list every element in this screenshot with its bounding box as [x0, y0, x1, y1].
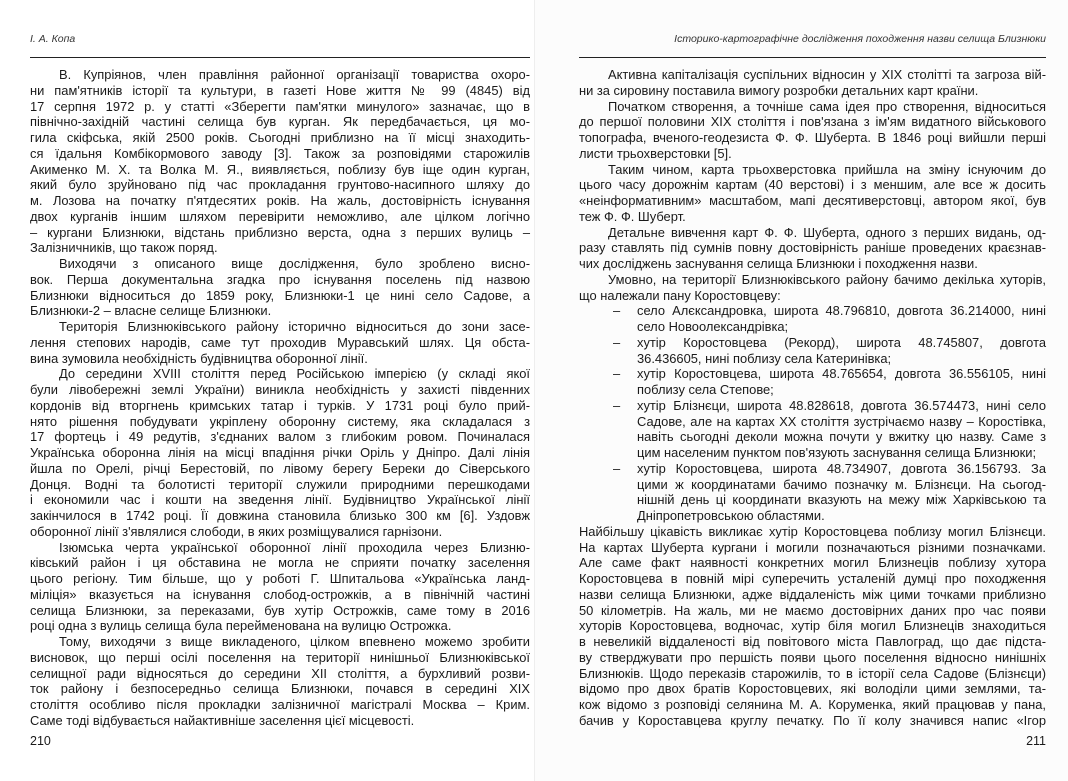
paragraph — [30, 366, 530, 539]
text-line: 36.436605, нині поблизу села Катеринівка; — [637, 350, 892, 366]
text-line: двох курганів іншим шляхом перевірити неможливо, але цілком логічно — [30, 208, 530, 224]
paragraph — [30, 256, 530, 319]
paragraph — [579, 225, 1046, 272]
text-line: Найбільшу цікавість викликає хутір Коростовцева поблизу могил Блізнєци. — [579, 523, 1046, 539]
text-line: селища Близнюки, за переказами, був хутір Острожків, саме тому в 2016 — [30, 602, 530, 618]
paragraph — [579, 272, 1046, 304]
text-line: Близнюки відноситься до 1859 року, Близнюки-1 це нині село Садове, а — [30, 287, 530, 303]
text-line: «неінформативним» масштабом, мапі десятиверстовці, автором якої, був — [579, 193, 1046, 208]
text-line: Дніпропетровською областями. — [637, 508, 825, 523]
text-line: закінчилося в 1742 році. Її довжина становила близько 300 км [6]. Уздовж — [30, 508, 530, 523]
text-line: Садове, але на картах XX століття зустрічаємо назву – Коростівка, — [637, 413, 1046, 429]
text-line: в невеликій віддаленості від повітового міста Павлоград, що дає підста- — [579, 634, 1046, 649]
list-dash: – — [613, 460, 621, 476]
text-line: міліція» вказується на існування слобод-острожків, а в північній частині — [30, 586, 530, 602]
text-line: поблизу села Степове; — [637, 382, 774, 397]
header-rule — [30, 57, 530, 58]
running-head-author: І. А. Копа — [30, 33, 76, 45]
text-line: В. Купріянов, член правління районної організації товариства охоро- — [59, 67, 530, 82]
text-line: Початком створення, а точніше сама ідея про створення, відноситься — [608, 98, 1046, 114]
text-line: Таким чином, карта трьохверстовка прийшла на зміну існуючим до — [608, 161, 1046, 177]
text-line: століття особливо після прокладки залізничної магістралі Москва – Крим. — [30, 697, 530, 712]
text-line: Тому, виходячи з вище викладеного, цілком впевнено можемо зробити — [59, 634, 530, 649]
text-line: м. Лозова на початку п'ятдесятих років. На жаль, достовірність існування — [30, 193, 530, 208]
text-line: йшла по Орелі, річці Берестовій, по лівому берегу Береки до Сіверського — [30, 460, 530, 476]
list-item — [579, 461, 1046, 524]
text-line: вина зумовила необхідність будівництва оборонної лінії. — [30, 350, 368, 366]
text-line: відомо про двох братів Коростовцевих, які володіли цими землями, та- — [579, 681, 1046, 697]
text-line: цього часу дорожнім картам (40 верстові) і з меншим, але все ж досить — [579, 177, 1046, 193]
text-line: На картах Шуберта кургани і могили позначаються різними позначками. — [579, 539, 1046, 555]
text-line: лення степових народів, саме тут проходив Муравський шлях. Ця обста- — [30, 334, 530, 350]
text-line: листи трьохверстовки [5]. — [579, 145, 732, 161]
text-line: бачив у Короставцева круглу печатку. По її колу значився напис «Ігор — [579, 712, 1046, 728]
list-dash: – — [613, 397, 621, 413]
list-dash: – — [613, 334, 621, 350]
text-line: Близнюків. Щодо переказів старожилів, то в історії села Садове (Блізнєци) — [579, 665, 1046, 681]
text-line: Акименко М. Х. та Волка М. Я., виявляється, поблизу був іще один курган, — [30, 161, 530, 177]
text-line: Детальне вивчення карт Ф. Ф. Шуберта, одного з перших видань, од- — [608, 224, 1046, 240]
text-line: що належали пану Коростовцеву: — [579, 287, 781, 303]
page-number: 210 — [30, 734, 51, 748]
running-head-title: Історико-картографічне дослідження походження назви селища Близнюки — [674, 33, 1046, 45]
text-line: Українська оборонна лінія на місці впадіння річки Оріль у Дніпро. Далі лінія — [30, 445, 530, 460]
text-line: нішній день ці координати вказують на межу між Харківською та — [637, 492, 1046, 508]
text-line: до першої половини XIX століття і пов'язана з ім'ям видатного військового — [579, 114, 1046, 130]
text-line: хуторів Коростовцева, водночас, хутір біля могил Близнеців знаходиться — [579, 618, 1046, 634]
list-dash: – — [613, 366, 621, 382]
paragraph — [579, 99, 1046, 162]
text-line: ся їдальня Комбікормового заводу [3]. Також за розповідями старожилів — [30, 145, 530, 161]
text-line: 50 кілометрів. На жаль, ми не маємо достовірних даних про час появи — [579, 602, 1046, 618]
paragraph — [30, 634, 530, 729]
text-line: назви селища Близнюки, адже віддаленість між цими точками приблизно — [579, 586, 1046, 602]
list-dash: – — [613, 303, 621, 319]
text-line: хутір Коростовцева, широта 48.734907, довгота 36.156793. За — [637, 460, 1046, 476]
text-line: чих досліджень заснування селища Близнюки і походження назви. — [579, 256, 978, 271]
header-rule — [579, 57, 1046, 58]
paragraph — [579, 524, 1046, 729]
text-line: нято рішення побудувати укріплену оборонну систему, яка складалася з — [30, 413, 530, 429]
text-line: хутір Коростовцева, широта 48.765654, довгота 36.556105, нині — [637, 366, 1046, 382]
text-line: Донця. Водні та болотисті території служили природними перешкодами — [30, 476, 530, 492]
text-line: селищної ради відносяться до середини XII століття, а бурхливий розви- — [30, 665, 530, 681]
text-line: хутір Блізнєци, широта 48.828618, довгота 36.574473, нині село — [637, 397, 1046, 413]
text-line: Коростовцева в повній мірі суперечить усталеній думці про походження — [579, 571, 1046, 586]
text-line: ток району і безпосередньо селища Близнюки, почався в середині XIX — [30, 681, 530, 697]
text-line: топографа, вченого-геодезиста Ф. Ф. Шуберта. В 1846 році вийшли перші — [579, 130, 1046, 145]
text-line: Залізничників, що також поряд. — [30, 240, 218, 256]
text-line: Саме тоді відбувається найактивніше заселення цієї місцевості. — [30, 712, 415, 728]
right-page — [534, 0, 1068, 781]
text-line: який було зруйновано під час прокладання грунтово-насипного шляху до — [30, 177, 530, 193]
text-line: До середини XVIII століття перед Російською імперією (у складі якої — [59, 366, 530, 382]
text-line: село Алєксандровка, широта 48.796810, довгота 36.214000, нині — [637, 303, 1046, 319]
text-line: Активна капіталізація суспільних відносин у XIX столітті та загроза вій- — [608, 67, 1046, 82]
text-line: Близнюки-2 – власне селище Близнюки. — [30, 303, 272, 319]
text-line: висновок, що перші осілі поселення на території нинішньої Близнюківської — [30, 649, 530, 665]
text-line: Але саме факт наявності конкретних могил Близнеців поблизу хутора — [579, 555, 1046, 571]
list-item — [579, 335, 1046, 367]
list-item — [579, 398, 1046, 461]
text-line: були лівобережні землі України) виникла необхідність у захисті південних — [30, 382, 530, 397]
text-line: 17 фортець і 49 редутів, з'єднаних валом з глибоким ровом. Починалася — [30, 429, 530, 445]
text-line: теж Ф. Ф. Шуберт. — [579, 208, 686, 224]
text-line: Умовно, на території Близнюківського району бачимо декілька хуторів, — [608, 271, 1046, 287]
paragraph — [30, 540, 530, 635]
text-line: цього регіону. Тим більше, що у роботі Г. Шпитальова «Українська ланд- — [30, 571, 530, 586]
list-item — [579, 303, 1046, 335]
text-line: навіть сьогодні деколи можна почути у вжитку цю назву. Саме з — [637, 429, 1046, 445]
text-line: 17 серпня 1972 р. у статті «Зберегти пам'ятки минулого» зазначає, що в — [30, 98, 530, 114]
text-line: оборонної лінії з'являлися слободи, в яких розміщувалися гарнізони. — [30, 523, 443, 539]
text-line: вок. Перша документальна згадка про існування поселень під назвою — [30, 271, 530, 287]
text-line: ни за сировину поставила вимогу розробки детальних карт країни. — [579, 82, 979, 98]
text-line: Виходячи з описаного вище дослідження, було зроблено висно- — [59, 256, 530, 271]
text-line: кож відомо з розповіді селянина М. А. Коруменка, який працював у пана, — [579, 697, 1046, 712]
paragraph — [579, 162, 1046, 225]
text-line: разу ставлять під сумнів повну достовірність раніше проведених краєзнав- — [579, 240, 1046, 256]
text-line: і економили час і кошти на зведення лінії. Будівництво Української лінії — [30, 492, 530, 508]
text-line: Ізюмська черта української оборонної лінії проходила через Близню- — [59, 539, 530, 555]
text-line: році одна з вулиць селища була перейменована на вулицю Острожка. — [30, 618, 452, 634]
list-item — [579, 366, 1046, 398]
text-line: ківський район і ця обставина не могла не сприяти початку заселення — [30, 555, 530, 571]
page-number: 211 — [1026, 734, 1046, 748]
page-body — [30, 67, 530, 729]
text-line: цими ж координатами бачимо позначку м. Блізнєци. На сьогод- — [637, 476, 1046, 492]
text-line: ву стверджувати про першість появи цього поселення відносно нинішніх — [579, 649, 1046, 665]
paragraph — [30, 67, 530, 256]
text-line: село Новоолександрівка; — [637, 319, 789, 334]
text-line: хутір Коростовцева (Рекорд), широта 48.745807, довгота — [637, 334, 1046, 350]
text-line: цим населеним пунктом пов'язують заснування селища Близнюки; — [637, 445, 1037, 460]
text-line: ни пам'ятників історії та культури, в газеті Нове життя № 99 (4845) від — [30, 82, 530, 98]
text-line: – кургани Близнюки, відстань приблизно верста, одна з перших вулиць – — [30, 224, 530, 240]
page-body — [579, 67, 1046, 729]
text-line: північно-західній частині селища був курган. Як передбачається, ця мо- — [30, 114, 530, 130]
text-line: Територія Близнюківського району історично відноситься до зони засе- — [59, 319, 530, 334]
text-line: кордонів від вторгнень кримських татар і турків. У 1731 році було прий- — [30, 397, 530, 413]
paragraph — [579, 67, 1046, 99]
text-line: гила скіфська, якій 2500 років. Сьогодні приблизно на її місці знаходить- — [30, 130, 530, 145]
paragraph — [30, 319, 530, 366]
